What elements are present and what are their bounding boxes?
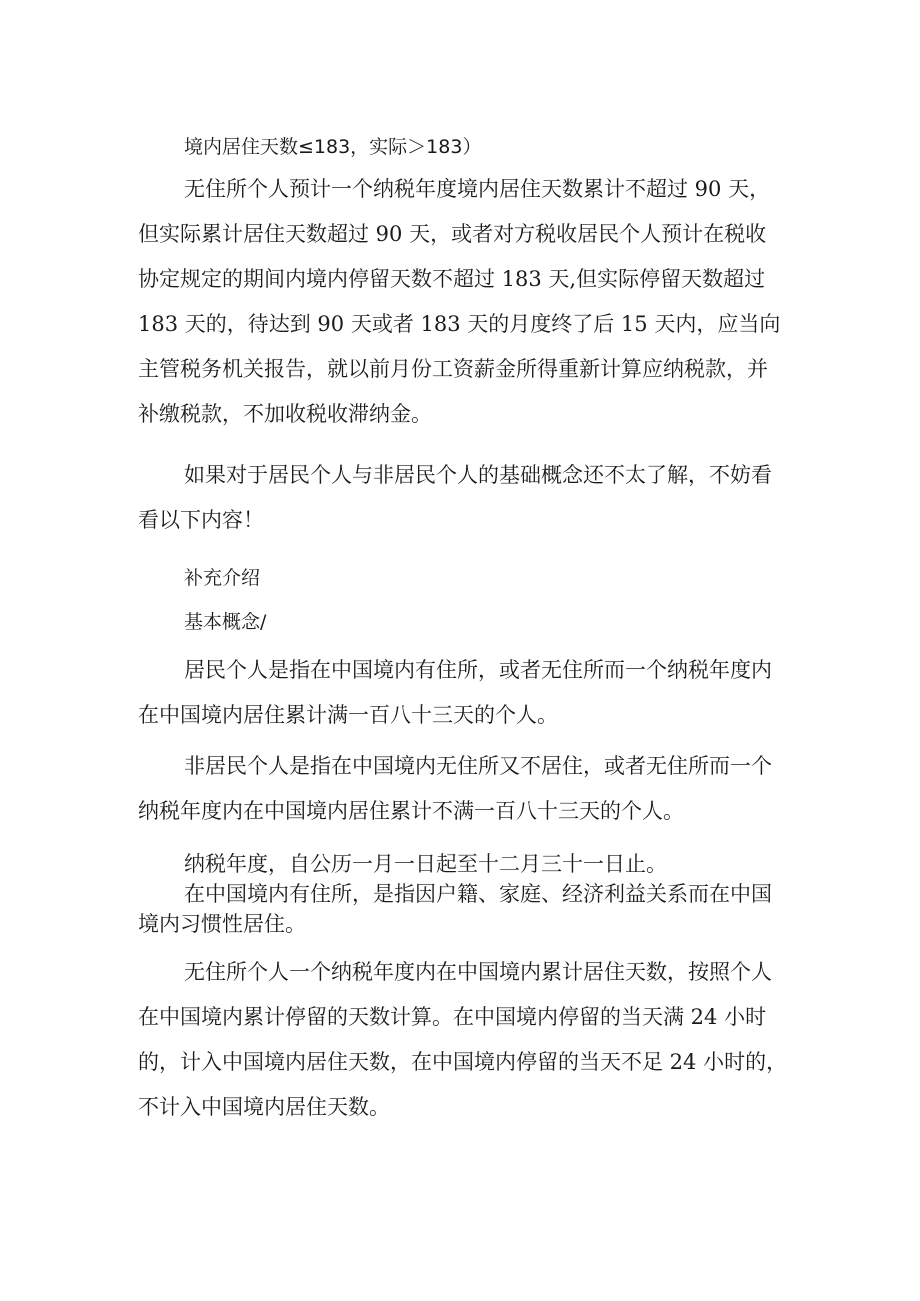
para3-line-1: 居民个人是指在中国境内有住所，或者无住所而一个纳税年度内 [184,658,772,682]
heading-supplement [138,556,834,601]
para2-line-2: 看以下内容！ [138,508,264,532]
para1-line-1: 无住所个人预计一个纳税年度境内居住天数累计不超过 90 天， [184,177,771,201]
para1-line-5: 主管税务机关报告，就以前月份工资薪金所得重新计算应纳税款，并 [138,357,768,381]
para6-line-4: 不计入中国境内居住天数。 [138,1095,390,1119]
para4-line-2: 纳税年度内在中国境内居住累计不满一百八十三天的个人。 [138,799,684,823]
para5-line-1: 纳税年度，自公历一月一日起至十二月三十一日止。 [184,852,667,876]
para1-line-3: 协定规定的期间内境内停留天数不超过 183 天,但实际停留天数超过 [138,267,766,291]
para5-line-3: 境内习惯性居住。 [138,912,306,936]
para6-line-1: 无住所个人一个纳税年度内在中国境内累计居住天数，按照个人 [184,960,772,984]
para2-line-1: 如果对于居民个人与非居民个人的基础概念还不太了解，不妨看 [184,463,772,487]
heading-conditions-text: 境内居住天数≤183，实际＞183） [184,136,482,158]
paragraph-tax-year-domicile [138,849,788,939]
paragraph-report-requirement [138,167,788,437]
para4-line-1: 非居民个人是指在中国境内无住所又不居住，或者无住所而一个 [184,754,772,778]
heading-basic-text: 基本概念/ [184,611,267,633]
paragraph-intro-note [138,453,788,543]
para1-line-2: 但实际累计居住天数超过 90 天，或者对方税收居民个人预计在税收 [138,222,767,246]
paragraph-residence-days [138,950,788,1130]
para6-line-3: 的，计入中国境内居住天数，在中国境内停留的当天不足 24 小时的， [138,1050,788,1074]
para1-line-4: 183 天的，待达到 90 天或者 183 天的月度终了后 15 天内，应当向 [138,312,781,336]
paragraph-nonresident-definition [138,744,788,834]
para5-line-2: 在中国境内有住所，是指因户籍、家庭、经济利益关系而在中国 [184,882,772,906]
para3-line-2: 在中国境内居住累计满一百八十三天的个人。 [138,703,558,727]
heading-conditions [138,125,834,170]
heading-basic-concepts [138,600,834,645]
heading-supplement-text: 补充介绍 [184,567,261,589]
para6-line-2: 在中国境内累计停留的天数计算。在中国境内停留的当天满 24 小时 [138,1005,767,1029]
para1-line-6: 补缴税款，不加收税收滞纳金。 [138,402,432,426]
paragraph-resident-definition [138,648,788,738]
